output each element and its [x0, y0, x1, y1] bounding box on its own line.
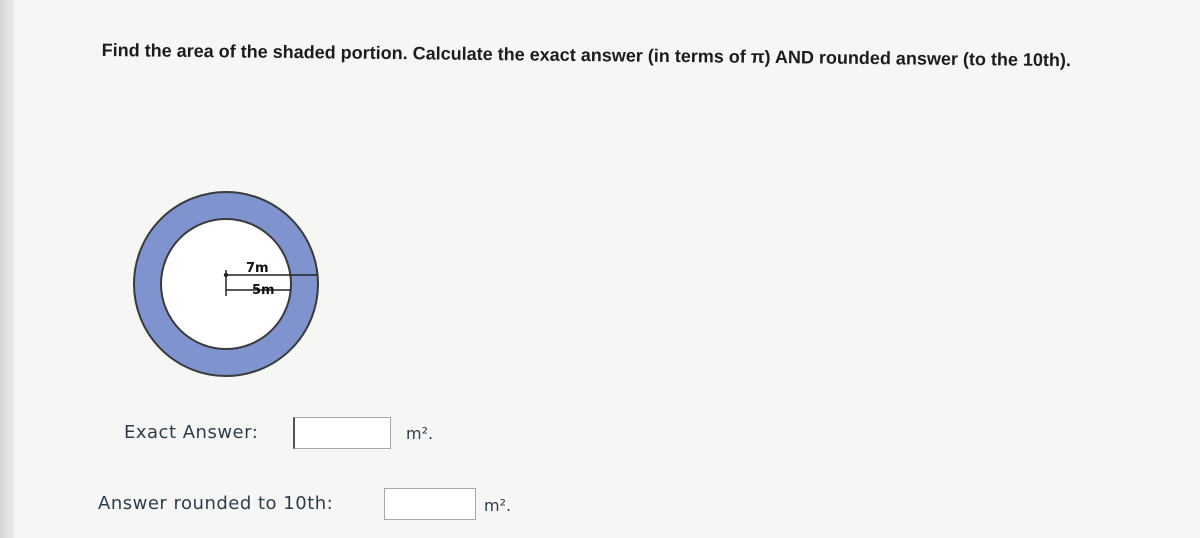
page-edge-shadow: [0, 0, 14, 538]
rounded-answer-label: Answer rounded to 10th:: [98, 493, 334, 514]
rounded-answer-unit: m².: [484, 496, 512, 515]
exact-answer-label: Exact Answer:: [124, 422, 259, 443]
center-dot: [224, 273, 228, 277]
exact-answer-unit: m².: [406, 424, 434, 443]
question-text: Find the area of the shaded portion. Calculate the exact answer (in terms of π) AND rounded answer (to the 10th).: [101, 39, 1072, 71]
exact-answer-input[interactable]: [293, 417, 391, 449]
outer-radius-label: 7m: [246, 261, 269, 276]
annulus-figure: [128, 186, 324, 382]
annulus-diagram: [128, 186, 324, 382]
rounded-answer-input[interactable]: [384, 488, 476, 520]
inner-radius-label: 5m: [252, 283, 275, 298]
